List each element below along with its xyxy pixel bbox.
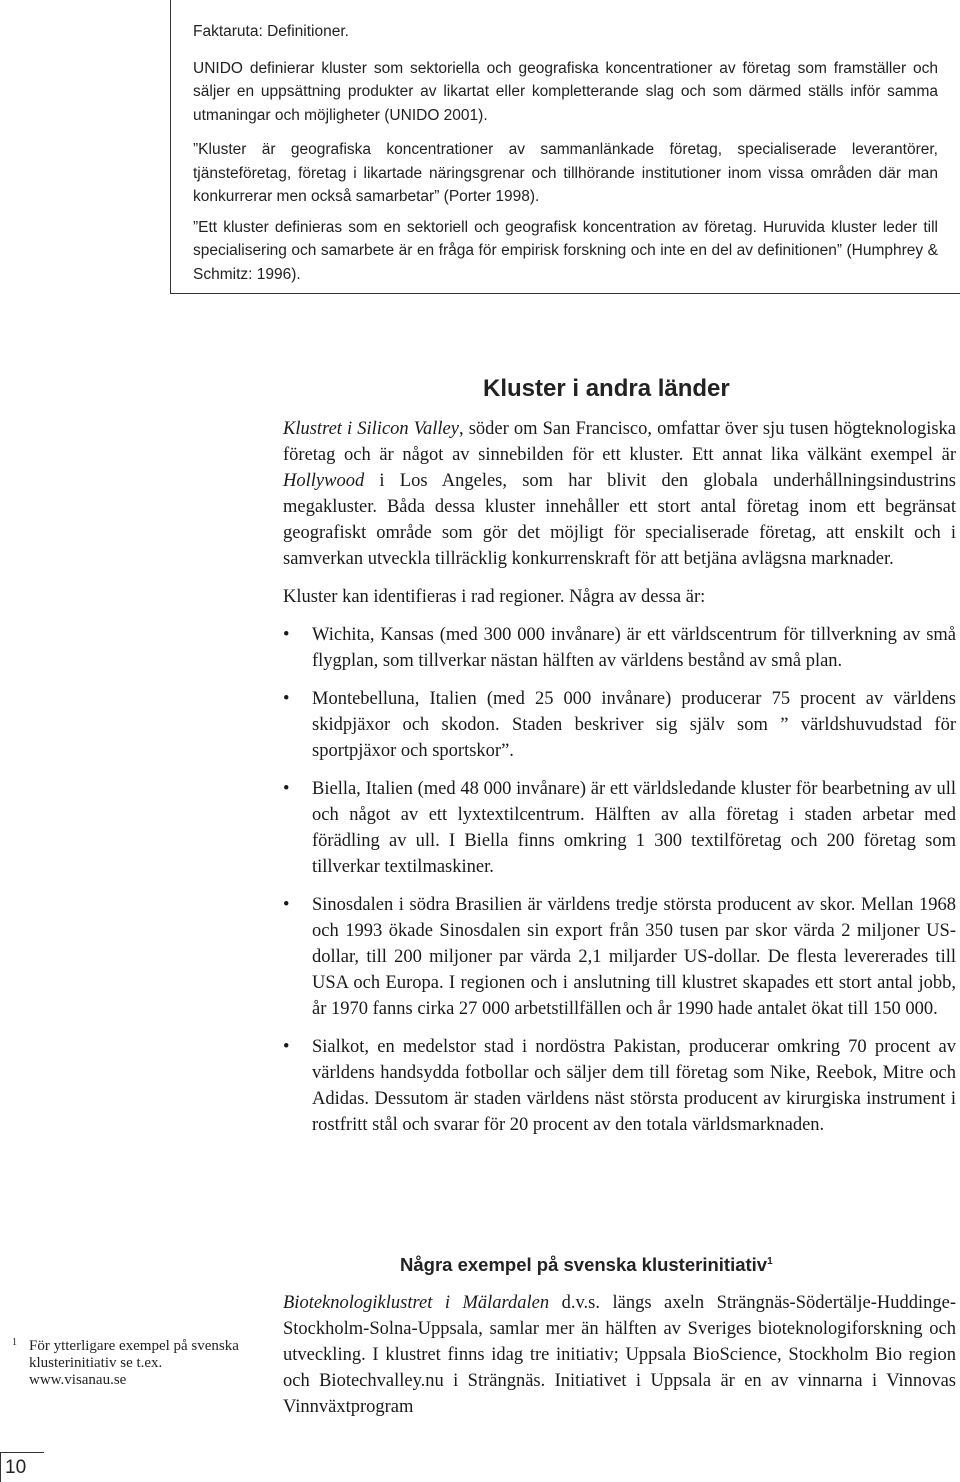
fact-box-title: Faktaruta: Definitioner. [193, 23, 349, 40]
fact-box-unido-definition: UNIDO definierar kluster som sektoriella och geografiska koncentrationer av företag som framställer och säljer en uppsättning produkter av likartat eller kompletterande slag och som därmed ställs inför samma utmaningar och möjligheter (UNIDO 2001). [193, 59, 938, 124]
section-kluster-body [283, 416, 956, 1150]
section-svenska-body [283, 1290, 956, 1420]
footnote-ref: 1 [767, 1255, 773, 1267]
list-item [283, 1034, 956, 1138]
fact-box-porter-quote: ”Kluster är geografiska koncentrationer av sammanlänkade företag, specialiserade leverantörer, tjänsteföretag, företag i likartade näringsgrenar och tillhörande institutioner inom vissa områden där man konkurrerar men också samarbetar” (Porter 1998). [193, 141, 938, 205]
regions-intro: Kluster kan identifieras i rad regioner. Några av dessa är: [283, 587, 706, 607]
list-item [283, 622, 956, 674]
region-text-montebelluna: Montebelluna, Italien (med 25 000 invånare) producerar 75 procent av världens skidpjäxor och skodon. Staden beskriver sig själv som ” världshuvudstad för sportpjäxor och sportskor”. [312, 689, 956, 761]
intro-paragraph [283, 416, 956, 572]
page-corner-rule-vertical [0, 1452, 1, 1482]
intro-text-1: , söder om San Francisco, omfattar över sju tusen högteknologiska företag och är något av sinnebilden för ett kluster. Ett annat lika välkänt exempel är [283, 419, 956, 465]
region-text-sinosdalen: Sinosdalen i södra Brasilien är världens tredje största producent av skor. Mellan 1968 och 1993 ökade Sinosdalen sin export från 350 tusen par skor värda 2 miljoner US-dollar, till 200 miljoner par värda 2,1 miljarder US-dollar. De flesta levererades till USA och Europa. I regionen och i anslutning till klustret skapades ett stort antal jobb, år 1970 fanns cirka 27 000 arbetstillfällen och år 1990 hade antalet ökat till 150 000. [312, 895, 956, 1019]
page-number: 10 [5, 1457, 27, 1478]
page-corner-rule-horizontal [0, 1452, 44, 1453]
bullet-icon: • [283, 689, 290, 709]
region-text-sialkot: Sialkot, en medelstor stad i nordöstra Pakistan, producerar omkring 70 procent av världens handsydda fotbollar och säljer dem till företag som Nike, Reebok, Mitre och Adidas. Dessutom är staden världens näst största producent av kirurgiska instrument i rostfritt stål och svarar för 20 procent av den totala världsmarknaden. [312, 1037, 956, 1135]
bullet-icon: • [283, 895, 290, 915]
bioteknologi-text: d.v.s. längs axeln Strängnäs-Södertälje-Huddinge-Stockholm-Solna-Uppsala, samlar mer än hälften av Sveriges bioteknologiforskning och utveckling. I klustret finns idag tre initiativ; Uppsala BioScience, Stockholm Bio region och Biotechvalley.nu i Strängnäs. Initiativet i Uppsala är en av vinnarna i Vinnovas Vinnväxtprogram [283, 1293, 956, 1417]
svenska-heading-text: Några exempel på svenska klusterinitiativ [400, 1254, 768, 1275]
footnote-mark: 1 [12, 1337, 17, 1348]
fact-box-humphrey-quote: ”Ett kluster definieras som en sektoriell och geografisk koncentration av företag. Huruvida kluster leder till specialisering och samarbete är en fråga för empirisk forskning och inte en del av definitionen” (Humphrey & Schmitz: 1996). [193, 218, 938, 283]
bioteknologi-paragraph [283, 1290, 956, 1420]
region-text-biella: Biella, Italien (med 48 000 invånare) är ett världsledande kluster för bearbetning av ull och något av ett lyxtextilcentrum. Hälften av alla företag i staden arbetar med förädling av ull. I Biella finns omkring 1 300 textilföretag och 200 företag som tillverkar textilmaskiner. [312, 779, 956, 877]
bioteknologi-emphasis: Bioteknologiklustret i Mälardalen [283, 1293, 550, 1313]
section-heading-svenska [400, 1254, 773, 1276]
bullet-icon: • [283, 779, 290, 799]
region-text-wichita: Wichita, Kansas (med 300 000 invånare) är ett världscentrum för tillverkning av små flygplan, som tillverkar nästan hälften av världens bestånd av små plan. [312, 625, 956, 671]
list-item [283, 686, 956, 764]
silicon-valley-emphasis: Klustret i Silicon Valley [283, 419, 459, 439]
region-list [283, 622, 956, 1138]
hollywood-emphasis: Hollywood [283, 471, 365, 491]
bullet-icon: • [283, 625, 290, 645]
footnote-text: För ytterligare exempel på svenska klusterinitiativ se t.ex. www.visanau.se [29, 1338, 239, 1388]
intro-text-2: i Los Angeles, som har blivit den globala underhållningsindustrins megakluster. Båda dessa kluster innehåller ett stort antal företag inom ett begränsat geografiskt område som gör det möjligt för specialiserade företag, att enskilt och i samverkan utveckla tillräcklig konkurrenskraft för att betjäna avlägsna marknader. [283, 471, 956, 569]
fact-box [170, 0, 960, 294]
bullet-icon: • [283, 1037, 290, 1057]
list-item [283, 776, 956, 880]
list-item [283, 892, 956, 1022]
section-heading-kluster: Kluster i andra länder [483, 375, 730, 402]
